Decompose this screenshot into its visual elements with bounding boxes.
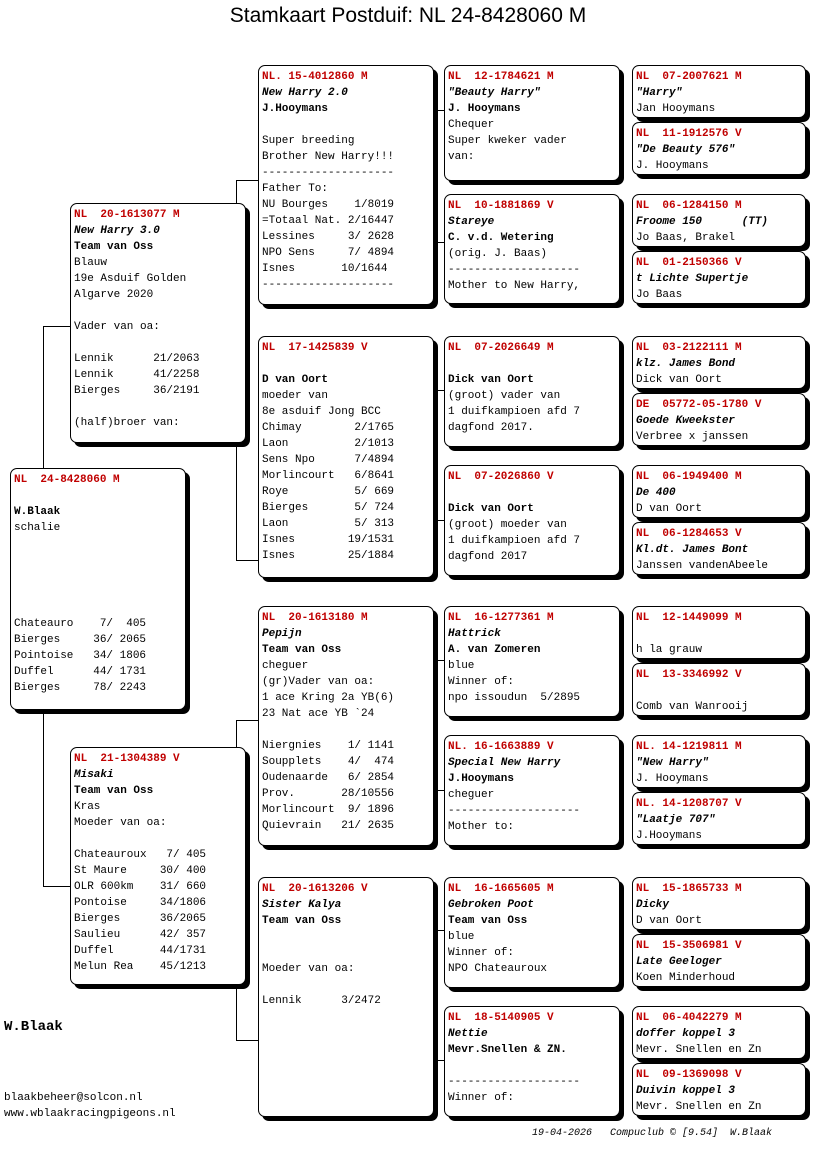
owner-name: Janssen vandenAbeele bbox=[636, 560, 769, 572]
card-line bbox=[14, 568, 185, 584]
card-line: Chateauro 7/ 405 bbox=[14, 618, 147, 630]
ring-number: NL 21-1304389 V bbox=[74, 753, 180, 765]
pigeon-name: Dicky bbox=[636, 899, 670, 911]
card-line: 23 Nat ace YB `24 bbox=[262, 708, 375, 720]
pigeon-card-mother bbox=[70, 747, 246, 985]
pigeon-name: Pepijn bbox=[262, 628, 302, 640]
pigeon-card-ffm bbox=[444, 194, 620, 304]
card-line: Bierges 36/2191 bbox=[74, 385, 200, 397]
card-line: Winner of: bbox=[448, 947, 515, 959]
card-line: Moeder van oa: bbox=[74, 817, 167, 829]
pigeon-name: Kl.dt. James Bont bbox=[636, 544, 749, 556]
card-line: (groot) vader van bbox=[448, 390, 561, 402]
connector-line bbox=[622, 906, 623, 962]
owner-name: h la grauw bbox=[636, 644, 703, 656]
card-line bbox=[14, 536, 185, 552]
card-line: Mother to: bbox=[448, 821, 515, 833]
card-line: Chateauroux 7/ 405 bbox=[74, 849, 207, 861]
card-line: Lennik 41/2258 bbox=[74, 369, 200, 381]
card-line bbox=[14, 584, 185, 600]
pigeon-name: Gebroken Poot bbox=[448, 899, 534, 911]
pigeon-card-father bbox=[70, 203, 246, 443]
card-line: van: bbox=[448, 151, 475, 163]
card-line: cheguer bbox=[262, 660, 309, 672]
owner-name: J. Hooymans bbox=[636, 160, 709, 172]
pigeon-name: Special New Harry bbox=[448, 757, 561, 769]
card-line: Isnes 10/1644 bbox=[262, 263, 388, 275]
card-line: dagfond 2017. bbox=[448, 422, 534, 434]
owner-name: Comb van Wanrooij bbox=[636, 701, 749, 713]
pigeon-card-fmf bbox=[444, 336, 620, 447]
card-line: Mother to New Harry, bbox=[448, 280, 581, 292]
card-line: Winner of: bbox=[448, 1092, 515, 1104]
pigeon-card-g4 bbox=[632, 122, 806, 175]
pigeon-name: "De Beauty 576" bbox=[636, 144, 736, 156]
card-line bbox=[74, 335, 245, 351]
card-line: Niergnies 1/ 1141 bbox=[262, 740, 395, 752]
pigeon-name: Hattrick bbox=[448, 628, 501, 640]
owner-name: C. v.d. Wetering bbox=[448, 232, 554, 244]
ring-number: NL 10-1881869 V bbox=[448, 200, 554, 212]
owner-name: D van Oort bbox=[636, 503, 703, 515]
website-link[interactable]: www.wblaakracingpigeons.nl bbox=[4, 1108, 176, 1120]
card-line: Isnes 19/1531 bbox=[262, 534, 395, 546]
ring-number: NL. 16-1663889 V bbox=[448, 741, 554, 753]
connector-line bbox=[434, 520, 444, 521]
ring-number: NL. 14-1219811 M bbox=[636, 741, 742, 753]
card-line: schalie bbox=[14, 522, 61, 534]
pigeon-name: t Lichte Supertje bbox=[636, 273, 749, 285]
ring-number: NL 18-5140905 V bbox=[448, 1012, 554, 1024]
pigeon-card-g4 bbox=[632, 606, 806, 659]
owner-name: J. Hooymans bbox=[448, 103, 521, 115]
card-line: Moeder van oa: bbox=[262, 963, 355, 975]
connector-line bbox=[43, 886, 70, 887]
pigeon-name bbox=[262, 356, 433, 372]
card-line: cheguer bbox=[448, 789, 495, 801]
ring-number: NL 03-2122111 M bbox=[636, 342, 742, 354]
card-line bbox=[262, 929, 433, 945]
card-line: Super breeding bbox=[262, 135, 355, 147]
connector-line bbox=[434, 930, 435, 1060]
card-line bbox=[262, 945, 433, 961]
card-line: Melun Rea 45/1213 bbox=[74, 961, 207, 973]
pigeon-name: Duivin koppel 3 bbox=[636, 1085, 736, 1097]
pigeon-name: Late Geeloger bbox=[636, 956, 722, 968]
pigeon-name: Goede Kweekster bbox=[636, 415, 736, 427]
pigeon-name: "New Harry" bbox=[636, 757, 709, 769]
card-line: -------------------- bbox=[262, 167, 395, 179]
owner-name: D van Oort bbox=[262, 374, 329, 386]
pigeon-name bbox=[448, 485, 619, 501]
card-line: npo issoudun 5/2895 bbox=[448, 692, 581, 704]
card-line bbox=[14, 600, 185, 616]
card-line: =Totaal Nat. 2/16447 bbox=[262, 215, 395, 227]
connector-line bbox=[434, 390, 435, 520]
owner-name: Koen Minderhoud bbox=[636, 972, 736, 984]
owner-name: J.Hooymans bbox=[636, 830, 703, 842]
card-line: St Maure 30/ 400 bbox=[74, 865, 207, 877]
pigeon-name bbox=[636, 626, 805, 642]
ring-number: NL 16-1665605 M bbox=[448, 883, 554, 895]
pigeon-name: klz. James Bond bbox=[636, 358, 736, 370]
owner-name: Team van Oss bbox=[74, 241, 154, 253]
card-line: Bierges 78/ 2243 bbox=[14, 682, 147, 694]
card-line: Bierges 5/ 724 bbox=[262, 502, 395, 514]
ring-number: NL 17-1425839 V bbox=[262, 342, 368, 354]
pigeon-card-g4 bbox=[632, 792, 806, 845]
ring-number: NL 20-1613077 M bbox=[74, 209, 180, 221]
breeder-name: W.Blaak bbox=[4, 1019, 63, 1035]
card-line: Pontoise 34/1806 bbox=[74, 897, 207, 909]
pigeon-name: Sister Kalya bbox=[262, 899, 342, 911]
ring-number: NL 13-3346992 V bbox=[636, 669, 742, 681]
card-line: Vader van oa: bbox=[74, 321, 160, 333]
connector-line bbox=[236, 180, 258, 181]
card-line: Prov. 28/10556 bbox=[262, 788, 395, 800]
pigeon-name: "Harry" bbox=[636, 87, 683, 99]
card-line: Lennik 3/2472 bbox=[262, 995, 381, 1007]
card-line: Saulieu 42/ 357 bbox=[74, 929, 207, 941]
card-line: NPO Chateauroux bbox=[448, 963, 548, 975]
connector-line bbox=[622, 765, 623, 821]
connector-line bbox=[43, 710, 44, 886]
card-line: Chimay 2/1765 bbox=[262, 422, 395, 434]
pigeon-name bbox=[636, 683, 805, 699]
owner-name: Team van Oss bbox=[262, 915, 342, 927]
pigeon-name: Nettie bbox=[448, 1028, 488, 1040]
card-line: blue bbox=[448, 660, 475, 672]
pigeon-card-fff bbox=[444, 65, 620, 181]
pigeon-card-g4 bbox=[632, 465, 806, 518]
connector-line bbox=[622, 95, 623, 150]
pigeon-name: New Harry 3.0 bbox=[74, 225, 160, 237]
ring-number: NL 06-1284653 V bbox=[636, 528, 742, 540]
pigeon-name bbox=[448, 356, 619, 372]
card-line: (half)broer van: bbox=[74, 417, 180, 429]
pigeon-card-ff bbox=[258, 65, 434, 305]
owner-name: J. Hooymans bbox=[636, 773, 709, 785]
ring-number: NL. 15-4012860 M bbox=[262, 71, 368, 83]
connector-line bbox=[434, 110, 435, 242]
pigeon-name: Stareye bbox=[448, 216, 495, 228]
pigeon-card-mmm bbox=[444, 1006, 620, 1117]
ring-number: NL 16-1277361 M bbox=[448, 612, 554, 624]
connector-line bbox=[622, 1035, 623, 1091]
pigeon-card-g4 bbox=[632, 194, 806, 247]
ring-number: NL 07-2026649 M bbox=[448, 342, 554, 354]
card-line: Sens Npo 7/4894 bbox=[262, 454, 395, 466]
card-line: Oudenaarde 6/ 2854 bbox=[262, 772, 395, 784]
email-link[interactable]: blaakbeheer@solcon.nl bbox=[4, 1092, 143, 1104]
card-line: 1 ace Kring 2a YB(6) bbox=[262, 692, 395, 704]
card-line: Super kweker vader bbox=[448, 135, 567, 147]
owner-name: Mevr. Snellen en Zn bbox=[636, 1101, 762, 1113]
pigeon-card-mff bbox=[444, 606, 620, 717]
ring-number: NL 15-1865733 M bbox=[636, 883, 742, 895]
card-line: Soupplets 4/ 474 bbox=[262, 756, 395, 768]
ring-number: NL 20-1613206 V bbox=[262, 883, 368, 895]
card-line: -------------------- bbox=[448, 1076, 581, 1088]
card-line: Morlincourt 6/8641 bbox=[262, 470, 395, 482]
footer-info: 19-04-2026 Compuclub © [9.54] W.Blaak bbox=[532, 1128, 773, 1139]
pigeon-card-subject bbox=[10, 468, 186, 710]
ring-number: NL 01-2150366 V bbox=[636, 257, 742, 269]
card-line: Father To: bbox=[262, 183, 329, 195]
owner-name: Team van Oss bbox=[448, 915, 528, 927]
pigeon-card-g4 bbox=[632, 336, 806, 389]
connector-line bbox=[43, 326, 70, 327]
card-line: Morlincourt 9/ 1896 bbox=[262, 804, 395, 816]
pigeon-name: "Beauty Harry" bbox=[448, 87, 541, 99]
card-line: Quievrain 21/ 2635 bbox=[262, 820, 395, 832]
ring-number: NL 12-1449099 M bbox=[636, 612, 742, 624]
card-line: NPO Sens 7/ 4894 bbox=[262, 247, 395, 259]
card-line: -------------------- bbox=[448, 805, 581, 817]
connector-line bbox=[236, 720, 258, 721]
card-line: 1 duifkampioen afd 7 bbox=[448, 406, 581, 418]
card-line: Pointoise 34/ 1806 bbox=[14, 650, 147, 662]
pigeon-card-g4 bbox=[632, 877, 806, 930]
pigeon-card-fm bbox=[258, 336, 434, 578]
card-line bbox=[74, 303, 245, 319]
card-line bbox=[262, 117, 433, 133]
card-line: 8e asduif Jong BCC bbox=[262, 406, 381, 418]
pigeon-card-g4 bbox=[632, 735, 806, 788]
card-line: -------------------- bbox=[262, 279, 395, 291]
connector-line bbox=[622, 636, 623, 692]
ring-number: NL 09-1369098 V bbox=[636, 1069, 742, 1081]
card-line: Kras bbox=[74, 801, 101, 813]
card-line bbox=[74, 399, 245, 415]
card-line: Duffel 44/ 1731 bbox=[14, 666, 147, 678]
owner-name: Jo Baas bbox=[636, 289, 683, 301]
connector-line bbox=[434, 242, 444, 243]
card-line: NU Bourges 1/8019 bbox=[262, 199, 395, 211]
card-line: dagfond 2017 bbox=[448, 551, 528, 563]
owner-name: W.Blaak bbox=[14, 506, 61, 518]
owner-name: Mevr. Snellen en Zn bbox=[636, 1044, 762, 1056]
card-line: (orig. J. Baas) bbox=[448, 248, 548, 260]
owner-name: J.Hooymans bbox=[448, 773, 515, 785]
pigeon-name: New Harry 2.0 bbox=[262, 87, 348, 99]
connector-line bbox=[622, 222, 623, 280]
card-line bbox=[14, 488, 185, 504]
owner-name: D van Oort bbox=[636, 915, 703, 927]
connector-line bbox=[434, 790, 444, 791]
card-line: Chequer bbox=[448, 119, 495, 131]
connector-line bbox=[434, 660, 435, 790]
owner-name: Team van Oss bbox=[262, 644, 342, 656]
owner-name: A. van Zomeren bbox=[448, 644, 541, 656]
ring-number: NL 11-1912576 V bbox=[636, 128, 742, 140]
connector-line bbox=[434, 1060, 444, 1061]
pigeon-name: Misaki bbox=[74, 769, 114, 781]
ring-number: NL 06-1284150 M bbox=[636, 200, 742, 212]
connector-line bbox=[434, 110, 444, 111]
card-line: Bierges 36/2065 bbox=[74, 913, 207, 925]
ring-number: NL 07-2026860 V bbox=[448, 471, 554, 483]
card-line: 1 duifkampioen afd 7 bbox=[448, 535, 581, 547]
card-line bbox=[448, 1058, 619, 1074]
ring-number: NL. 14-1208707 V bbox=[636, 798, 742, 810]
pigeon-card-g4 bbox=[632, 522, 806, 575]
ring-number: NL 20-1613180 M bbox=[262, 612, 368, 624]
card-line: Roye 5/ 669 bbox=[262, 486, 395, 498]
pigeon-name: De 400 bbox=[636, 487, 676, 499]
owner-name: Verbree x janssen bbox=[636, 431, 749, 443]
ring-number: NL 24-8428060 M bbox=[14, 474, 120, 486]
pigeon-card-g4 bbox=[632, 1006, 806, 1059]
card-line: Bierges 36/ 2065 bbox=[14, 634, 147, 646]
card-line: (gr)Vader van oa: bbox=[262, 676, 375, 688]
ring-number: NL 15-3506981 V bbox=[636, 940, 742, 952]
card-line bbox=[262, 977, 433, 993]
card-line bbox=[14, 552, 185, 568]
connector-line bbox=[236, 1040, 258, 1041]
owner-name: Jan Hooymans bbox=[636, 103, 716, 115]
card-line: Duffel 44/1731 bbox=[74, 945, 207, 957]
ring-number: DE 05772-05-1780 V bbox=[636, 399, 762, 411]
card-line: Blauw bbox=[74, 257, 108, 269]
connector-line bbox=[236, 560, 258, 561]
card-line: Laon 5/ 313 bbox=[262, 518, 395, 530]
connector-line bbox=[434, 660, 444, 661]
pigeon-name: Froome 150 (TT) bbox=[636, 216, 769, 228]
connector-line bbox=[434, 390, 444, 391]
pigeon-card-g4 bbox=[632, 65, 806, 118]
connector-line bbox=[434, 930, 444, 931]
pigeon-card-mfm bbox=[444, 735, 620, 846]
ring-number: NL 06-4042279 M bbox=[636, 1012, 742, 1024]
pigeon-card-fmm bbox=[444, 465, 620, 576]
card-line: Winner of: bbox=[448, 676, 515, 688]
card-line: 19e Asduif Golden bbox=[74, 273, 187, 285]
owner-name: Dick van Oort bbox=[448, 503, 534, 515]
ring-number: NL 07-2007621 M bbox=[636, 71, 742, 83]
owner-name: Dick van Oort bbox=[636, 374, 722, 386]
card-line: Isnes 25/1884 bbox=[262, 550, 395, 562]
owner-name: Mevr.Snellen & ZN. bbox=[448, 1044, 567, 1056]
card-line bbox=[262, 722, 433, 738]
pigeon-name: doffer koppel 3 bbox=[636, 1028, 736, 1040]
connector-line bbox=[43, 326, 44, 468]
card-line: -------------------- bbox=[448, 264, 581, 276]
card-line: moeder van bbox=[262, 390, 329, 402]
owner-name: Team van Oss bbox=[74, 785, 154, 797]
pigeon-card-mf bbox=[258, 606, 434, 846]
ring-number: NL 12-1784621 M bbox=[448, 71, 554, 83]
card-line: Algarve 2020 bbox=[74, 289, 154, 301]
connector-line bbox=[622, 365, 623, 421]
pigeon-card-g4 bbox=[632, 251, 806, 304]
card-line: OLR 600km 31/ 660 bbox=[74, 881, 207, 893]
card-line bbox=[74, 831, 245, 847]
pigeon-card-g4 bbox=[632, 1063, 806, 1116]
page-title: Stamkaart Postduif: NL 24-8428060 M bbox=[229, 4, 587, 27]
card-line: Lessines 3/ 2628 bbox=[262, 231, 395, 243]
ring-number: NL 06-1949400 M bbox=[636, 471, 742, 483]
card-line: blue bbox=[448, 931, 475, 943]
owner-name: Jo Baas, Brakel bbox=[636, 232, 736, 244]
pigeon-card-g4 bbox=[632, 663, 806, 716]
pigeon-name: "Laatje 707" bbox=[636, 814, 716, 826]
owner-name: Dick van Oort bbox=[448, 374, 534, 386]
card-line: Lennik 21/2063 bbox=[74, 353, 200, 365]
connector-line bbox=[622, 494, 623, 550]
owner-name: J.Hooymans bbox=[262, 103, 329, 115]
pigeon-card-g4 bbox=[632, 393, 806, 446]
card-line: (groot) moeder van bbox=[448, 519, 567, 531]
pigeon-card-g4 bbox=[632, 934, 806, 987]
card-line: Laon 2/1013 bbox=[262, 438, 395, 450]
pigeon-card-mm bbox=[258, 877, 434, 1117]
card-line: Brother New Harry!!! bbox=[262, 151, 395, 163]
pigeon-card-mmf bbox=[444, 877, 620, 988]
